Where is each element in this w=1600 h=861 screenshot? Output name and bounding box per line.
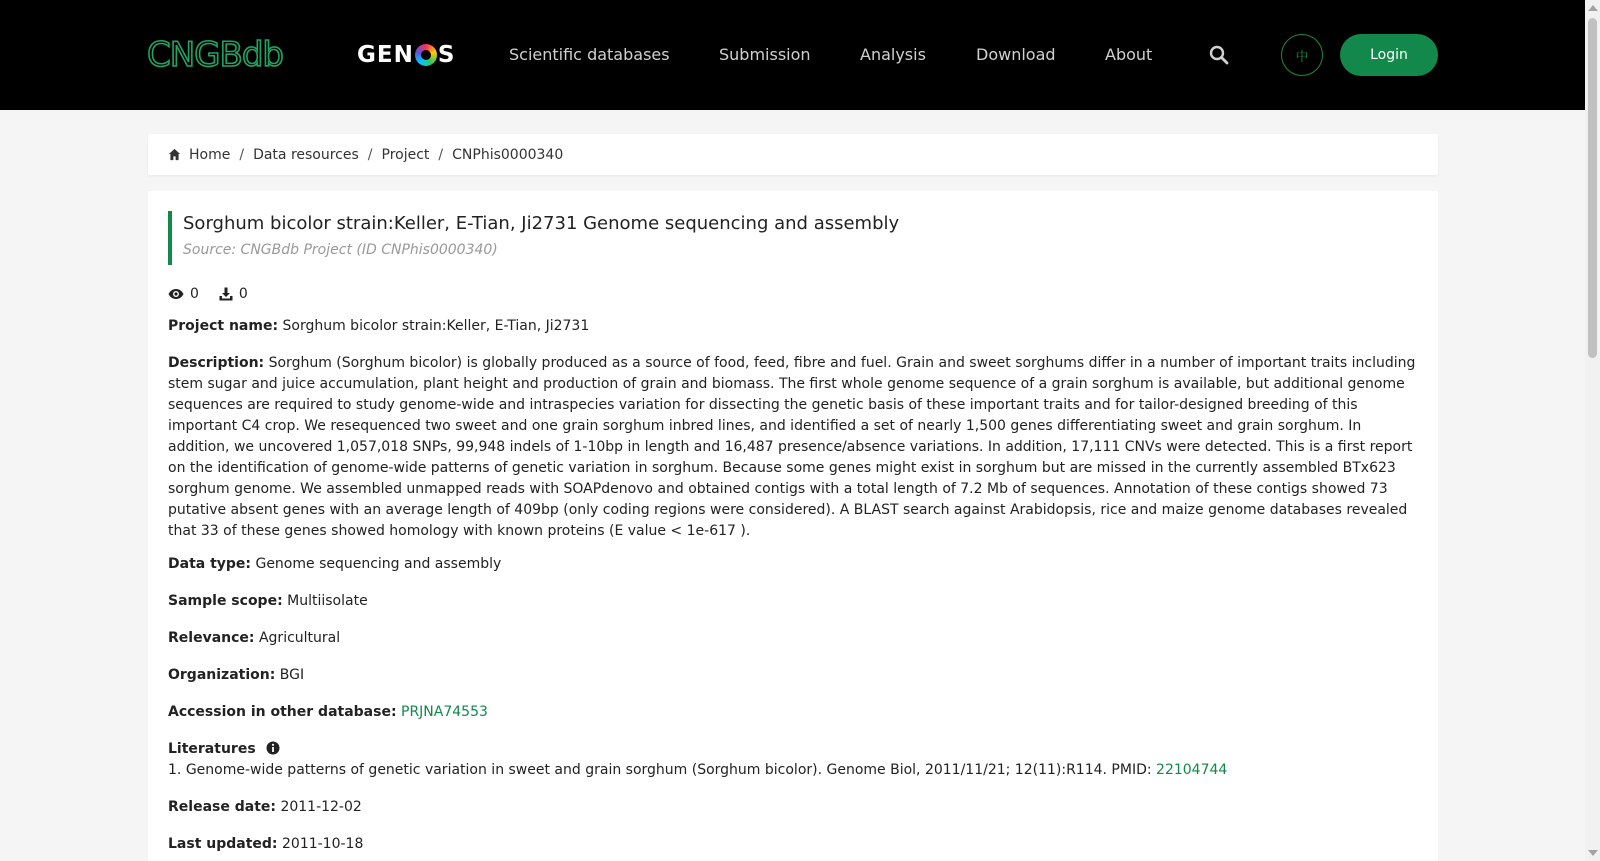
scroll-down-arrow-icon[interactable] (1588, 850, 1598, 856)
genos-logo-suffix: S (437, 42, 456, 68)
description-field (168, 353, 1418, 542)
breadcrumb-project[interactable]: Project (381, 146, 430, 163)
description-value: Sorghum (Sorghum bicolor) is globally produced as a source of food, feed, fibre and fuel. Grain and sweet sorghums differ in a number of important traits including stem sugar and juice accumulation, plant height and production of grain and biomass. The first whole genome sequence of a grain sorghum is available, but additional genome sequences are required to study genome-wide and intraspecies variation for dissecting the genetic basis of these important traits and for tailor-designed breeding of this important C4 crop. We resequenced two sweet and one grain sorghum inbred lines, and identified a set of nearly 1,500 genes differentiating sweet and grain sorghum. In addition, we uncovered 1,057,018 SNPs, 99,948 indels of 1-10bp in length and 16,487 presence/absence variations. In addition, 17,111 CNVs were detected. This is a first report on the identification of genome-wide patterns of genetic variation in sorghum. Because some genes might exist in sorghum but are missed in the currently assembled BTx623 sorghum genome. We assembled unmapped reads with SOAPdenovo and obtained contigs with a total length of 7.2 Mb of sequences. Annotation of these contigs showed 73 putative absent genes with an average length of 409bp (only coding regions were considered). A BLAST search against Arabidopsis, rice and maize genome databases revealed that 33 of these genes showed homology with known proteins (E value < 1e-617 ). (168, 355, 1416, 539)
relevance-field (168, 628, 340, 649)
genos-logo-prefix: GEN (357, 42, 414, 68)
stats-row (168, 286, 268, 302)
login-button[interactable]: Login (1340, 34, 1438, 76)
nav-submission[interactable]: Submission (719, 45, 811, 64)
field-label: Data type: (168, 556, 252, 572)
breadcrumb-home[interactable]: Home (189, 146, 231, 163)
project-name-field (168, 316, 589, 337)
data-type-value: Genome sequencing and assembly (255, 556, 502, 572)
breadcrumb-separator: / (367, 146, 373, 163)
top-navbar (0, 0, 1585, 110)
cngbdb-logo[interactable] (147, 36, 307, 72)
genos-logo-o-icon (415, 44, 437, 66)
download-icon (219, 287, 233, 301)
field-label: Relevance: (168, 630, 255, 646)
field-label: Project name: (168, 318, 279, 334)
nav-scientific-databases[interactable]: Scientific databases (509, 45, 670, 64)
breadcrumb-separator: / (438, 146, 444, 163)
field-label: Organization: (168, 667, 276, 683)
svg-text:CNGBdb: CNGBdb (147, 36, 284, 72)
title-block (168, 211, 899, 265)
literatures-heading (168, 739, 280, 760)
nav-download[interactable]: Download (976, 45, 1056, 64)
nav-about[interactable]: About (1105, 45, 1153, 64)
relevance-value: Agricultural (258, 630, 341, 646)
field-label: Release date: (168, 799, 276, 815)
language-switch-button[interactable]: 中 (1281, 34, 1323, 76)
field-label: Accession in other database: (168, 704, 397, 720)
literature-text: Genome-wide patterns of genetic variation in sweet and grain sorghum (Sorghum bicolor). Genome Biol, 2011/11/21; 12(11):R114. PMID: (185, 762, 1152, 778)
download-count (219, 286, 248, 302)
last-updated-value: 2011-10-18 (282, 836, 364, 852)
literature-number: 1. (168, 762, 182, 778)
view-count (168, 286, 199, 302)
sample-scope-field (168, 591, 368, 612)
sample-scope-value: Multiisolate (287, 593, 368, 609)
accession-field (168, 702, 488, 723)
data-type-field (168, 554, 501, 575)
view-count-value: 0 (190, 286, 199, 302)
source-line: Source: CNGBdb Project (ID CNPhis0000340) (183, 242, 498, 258)
field-label: Literatures (168, 741, 256, 757)
last-updated-field (168, 834, 363, 855)
organization-value: BGI (279, 667, 305, 683)
nav-analysis[interactable]: Analysis (860, 45, 926, 64)
field-label: Description: (168, 355, 265, 371)
search-icon[interactable] (1208, 44, 1230, 66)
breadcrumb (148, 134, 1438, 175)
breadcrumb-data-resources[interactable]: Data resources (253, 146, 359, 163)
home-icon (168, 148, 181, 161)
field-label: Last updated: (168, 836, 278, 852)
breadcrumb-current: CNPhis0000340 (452, 146, 564, 163)
literature-item (168, 760, 1227, 781)
scroll-up-arrow-icon[interactable] (1588, 5, 1598, 11)
project-name-value: Sorghum bicolor strain:Keller, E-Tian, Ji2731 (282, 318, 590, 334)
field-label: Sample scope: (168, 593, 283, 609)
page-title: Sorghum bicolor strain:Keller, E-Tian, Ji2731 Genome sequencing and assembly (183, 213, 900, 234)
info-icon[interactable] (266, 741, 280, 755)
page-scrollbar[interactable] (1585, 0, 1600, 861)
organization-field (168, 665, 304, 686)
genos-logo[interactable] (357, 40, 455, 70)
accession-link[interactable]: PRJNA74553 (401, 704, 488, 720)
eye-icon (168, 288, 184, 300)
release-date-field (168, 797, 362, 818)
download-count-value: 0 (238, 286, 248, 302)
pmid-link[interactable]: 22104744 (1156, 762, 1228, 778)
release-date-value: 2011-12-02 (280, 799, 362, 815)
breadcrumb-separator: / (239, 146, 245, 163)
scrollbar-thumb[interactable] (1588, 18, 1597, 358)
project-detail-card (148, 191, 1438, 861)
